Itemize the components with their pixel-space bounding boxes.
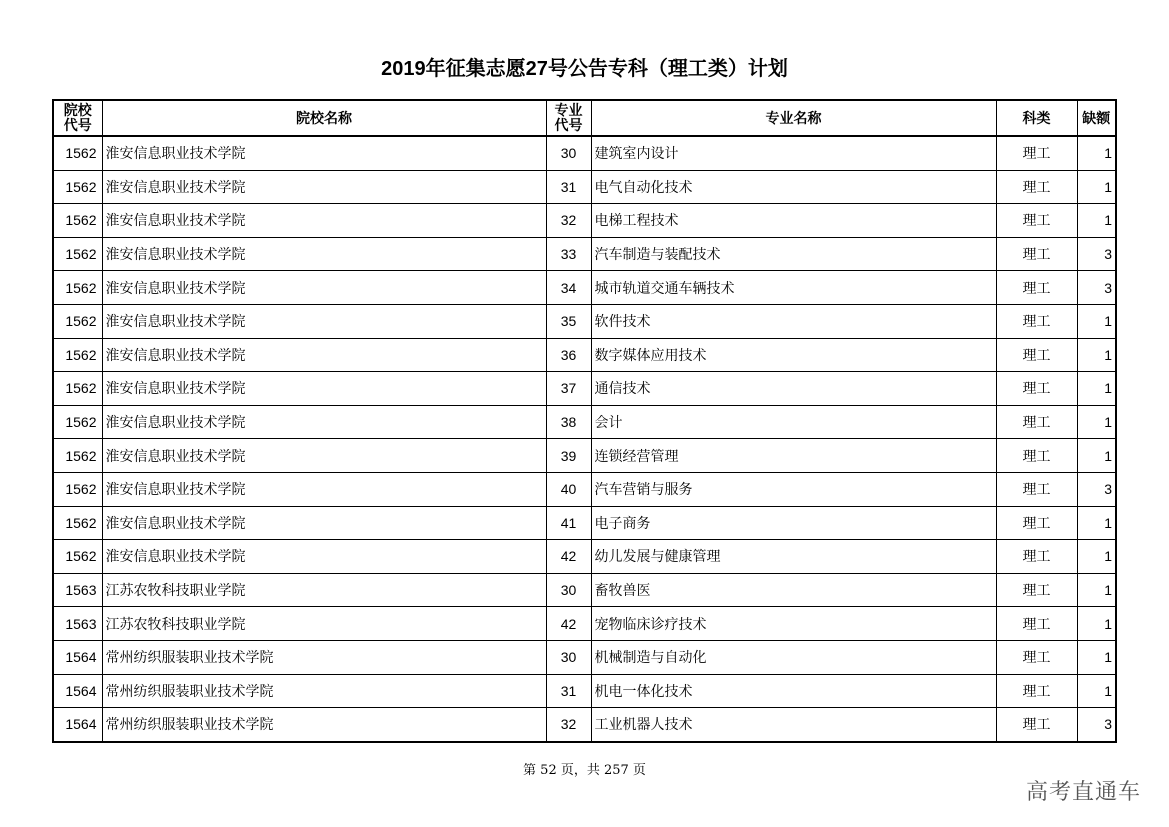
header-major-code [546, 100, 591, 136]
quota-cell: 1 [1077, 674, 1116, 708]
school-code-cell: 1562 [53, 170, 102, 204]
school-code-cell: 1562 [53, 439, 102, 473]
major-code-cell: 30 [546, 136, 591, 170]
category-cell: 理工 [996, 472, 1077, 506]
quota-cell: 1 [1077, 204, 1116, 238]
major-name-cell: 连锁经营管理 [591, 439, 996, 473]
school-name-cell: 江苏农牧科技职业学院 [102, 607, 546, 641]
major-name-cell: 机电一体化技术 [591, 674, 996, 708]
header-school-code [53, 100, 102, 136]
school-name-cell: 淮安信息职业技术学院 [102, 372, 546, 406]
school-name-cell: 淮安信息职业技术学院 [102, 472, 546, 506]
page-number: 第 52 页，共 257 页 [523, 763, 646, 778]
major-name-cell: 通信技术 [591, 372, 996, 406]
major-name-cell: 城市轨道交通车辆技术 [591, 271, 996, 305]
table-row [53, 204, 1116, 238]
quota-cell: 3 [1077, 271, 1116, 305]
quota-cell: 1 [1077, 439, 1116, 473]
major-name-cell: 汽车营销与服务 [591, 472, 996, 506]
major-name-cell: 电气自动化技术 [591, 170, 996, 204]
major-code-cell: 42 [546, 607, 591, 641]
quota-cell: 1 [1077, 540, 1116, 574]
table-row [53, 405, 1116, 439]
school-name-cell: 淮安信息职业技术学院 [102, 204, 546, 238]
quota-cell: 1 [1077, 304, 1116, 338]
school-code-cell: 1562 [53, 304, 102, 338]
page-title: 2019年征集志愿27号公告专科（理工类）计划 [381, 58, 788, 80]
major-code-cell: 30 [546, 573, 591, 607]
header-major-code-label: 专业代号 [554, 102, 583, 133]
table-row [53, 271, 1116, 305]
major-code-cell: 31 [546, 674, 591, 708]
category-cell: 理工 [996, 439, 1077, 473]
school-code-cell: 1562 [53, 136, 102, 170]
table-row [53, 439, 1116, 473]
table-row [53, 607, 1116, 641]
quota-cell: 1 [1077, 405, 1116, 439]
category-cell: 理工 [996, 304, 1077, 338]
category-cell: 理工 [996, 708, 1077, 742]
major-name-cell: 会计 [591, 405, 996, 439]
school-name-cell: 淮安信息职业技术学院 [102, 506, 546, 540]
table-row [53, 540, 1116, 574]
category-cell: 理工 [996, 674, 1077, 708]
table-row [53, 674, 1116, 708]
header-category: 科类 [996, 100, 1077, 136]
category-cell: 理工 [996, 640, 1077, 674]
major-code-cell: 41 [546, 506, 591, 540]
major-code-cell: 42 [546, 540, 591, 574]
school-code-cell: 1562 [53, 338, 102, 372]
school-code-cell: 1562 [53, 472, 102, 506]
table-row [53, 573, 1116, 607]
school-code-cell: 1562 [53, 372, 102, 406]
school-code-cell: 1564 [53, 640, 102, 674]
major-name-cell: 软件技术 [591, 304, 996, 338]
school-name-cell: 江苏农牧科技职业学院 [102, 573, 546, 607]
category-cell: 理工 [996, 573, 1077, 607]
major-code-cell: 40 [546, 472, 591, 506]
table-row [53, 708, 1116, 742]
table-body [53, 136, 1116, 742]
quota-cell: 1 [1077, 573, 1116, 607]
quota-cell: 1 [1077, 506, 1116, 540]
quota-cell: 3 [1077, 237, 1116, 271]
major-code-cell: 36 [546, 338, 591, 372]
major-code-cell: 32 [546, 204, 591, 238]
major-name-cell: 机械制造与自动化 [591, 640, 996, 674]
category-cell: 理工 [996, 540, 1077, 574]
school-name-cell: 淮安信息职业技术学院 [102, 540, 546, 574]
school-name-cell: 淮安信息职业技术学院 [102, 304, 546, 338]
header-quota: 缺额 [1077, 100, 1116, 136]
header-school-code-label: 院校代号 [63, 102, 92, 133]
school-name-cell: 淮安信息职业技术学院 [102, 271, 546, 305]
major-name-cell: 工业机器人技术 [591, 708, 996, 742]
category-cell: 理工 [996, 237, 1077, 271]
major-code-cell: 34 [546, 271, 591, 305]
major-code-cell: 35 [546, 304, 591, 338]
major-code-cell: 30 [546, 640, 591, 674]
school-name-cell: 淮安信息职业技术学院 [102, 170, 546, 204]
school-code-cell: 1564 [53, 674, 102, 708]
school-name-cell: 淮安信息职业技术学院 [102, 405, 546, 439]
major-name-cell: 电子商务 [591, 506, 996, 540]
quota-cell: 1 [1077, 338, 1116, 372]
category-cell: 理工 [996, 136, 1077, 170]
quota-cell: 1 [1077, 170, 1116, 204]
quota-cell: 1 [1077, 640, 1116, 674]
major-name-cell: 汽车制造与装配技术 [591, 237, 996, 271]
quota-cell: 3 [1077, 472, 1116, 506]
school-name-cell: 淮安信息职业技术学院 [102, 237, 546, 271]
major-name-cell: 宠物临床诊疗技术 [591, 607, 996, 641]
major-name-cell: 电梯工程技术 [591, 204, 996, 238]
major-name-cell: 数字媒体应用技术 [591, 338, 996, 372]
school-code-cell: 1564 [53, 708, 102, 742]
table-row [53, 237, 1116, 271]
major-code-cell: 32 [546, 708, 591, 742]
table-row [53, 136, 1116, 170]
school-name-cell: 常州纺织服装职业技术学院 [102, 674, 546, 708]
quota-cell: 1 [1077, 607, 1116, 641]
school-code-cell: 1562 [53, 506, 102, 540]
major-name-cell: 幼儿发展与健康管理 [591, 540, 996, 574]
school-code-cell: 1562 [53, 540, 102, 574]
major-code-cell: 31 [546, 170, 591, 204]
school-name-cell: 淮安信息职业技术学院 [102, 136, 546, 170]
table-header-row [53, 100, 1116, 136]
major-code-cell: 33 [546, 237, 591, 271]
major-code-cell: 37 [546, 372, 591, 406]
category-cell: 理工 [996, 271, 1077, 305]
table-row [53, 640, 1116, 674]
major-code-cell: 39 [546, 439, 591, 473]
table-row [53, 472, 1116, 506]
plan-table [52, 99, 1117, 743]
category-cell: 理工 [996, 338, 1077, 372]
school-code-cell: 1562 [53, 271, 102, 305]
category-cell: 理工 [996, 204, 1077, 238]
header-major-name: 专业名称 [591, 100, 996, 136]
school-name-cell: 淮安信息职业技术学院 [102, 338, 546, 372]
school-code-cell: 1563 [53, 573, 102, 607]
table-row [53, 170, 1116, 204]
table-row [53, 304, 1116, 338]
watermark: 高考直通车 [1025, 780, 1141, 805]
school-name-cell: 常州纺织服装职业技术学院 [102, 640, 546, 674]
major-name-cell: 建筑室内设计 [591, 136, 996, 170]
school-name-cell: 常州纺织服装职业技术学院 [102, 708, 546, 742]
quota-cell: 1 [1077, 136, 1116, 170]
category-cell: 理工 [996, 170, 1077, 204]
table-row [53, 372, 1116, 406]
school-code-cell: 1562 [53, 237, 102, 271]
table-row [53, 338, 1116, 372]
school-name-cell: 淮安信息职业技术学院 [102, 439, 546, 473]
category-cell: 理工 [996, 506, 1077, 540]
major-code-cell: 38 [546, 405, 591, 439]
category-cell: 理工 [996, 405, 1077, 439]
school-code-cell: 1563 [53, 607, 102, 641]
table-row [53, 506, 1116, 540]
category-cell: 理工 [996, 372, 1077, 406]
category-cell: 理工 [996, 607, 1077, 641]
quota-cell: 3 [1077, 708, 1116, 742]
school-code-cell: 1562 [53, 204, 102, 238]
major-name-cell: 畜牧兽医 [591, 573, 996, 607]
quota-cell: 1 [1077, 372, 1116, 406]
header-school-name: 院校名称 [102, 100, 546, 136]
school-code-cell: 1562 [53, 405, 102, 439]
